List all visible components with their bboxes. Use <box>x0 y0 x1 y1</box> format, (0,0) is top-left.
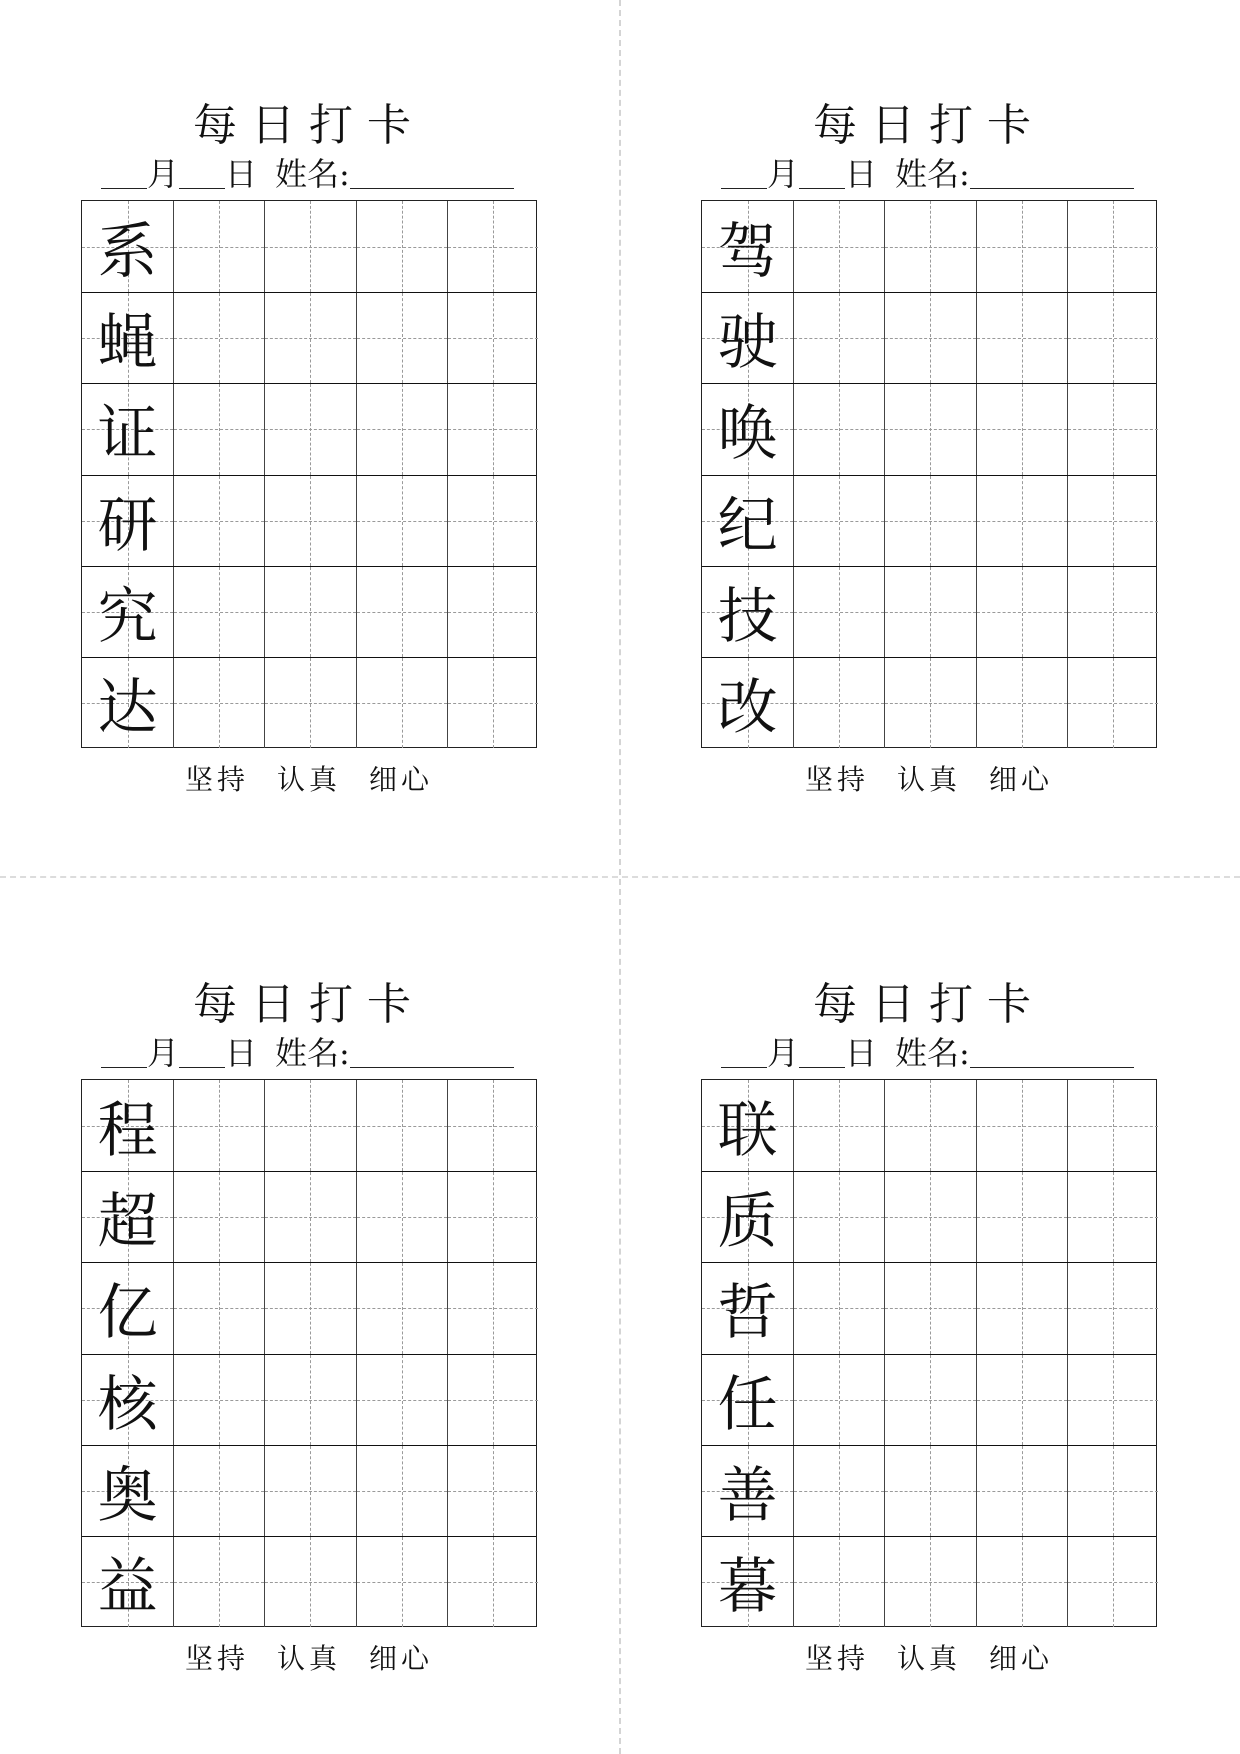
practice-cell[interactable] <box>1067 1446 1158 1536</box>
model-character-cell <box>82 1537 173 1627</box>
practice-grid <box>81 1079 537 1627</box>
practice-cell[interactable] <box>884 1263 975 1353</box>
practice-cell[interactable] <box>884 384 975 474</box>
day-label: 日 <box>225 155 258 193</box>
motto-footer <box>81 1641 537 1677</box>
practice-cell[interactable] <box>793 476 884 566</box>
practice-cell[interactable] <box>173 293 264 383</box>
motto-earnest: 认真 <box>276 1642 341 1675</box>
practice-cell[interactable] <box>976 293 1067 383</box>
practice-cell[interactable] <box>976 1355 1067 1445</box>
day-label: 日 <box>845 155 878 193</box>
model-character-cell <box>82 1446 173 1536</box>
motto-careful: 细心 <box>369 763 434 796</box>
practice-cell[interactable] <box>1067 1355 1158 1445</box>
practice-cell[interactable] <box>173 1080 264 1171</box>
practice-cell[interactable] <box>173 1355 264 1445</box>
practice-cell[interactable] <box>1067 1172 1158 1262</box>
grid-row <box>82 1536 536 1627</box>
grid-row <box>82 1080 536 1171</box>
practice-cell[interactable] <box>356 1446 447 1536</box>
practice-cell[interactable] <box>356 1263 447 1353</box>
model-character-cell <box>82 1080 173 1171</box>
date-name-line <box>101 154 537 194</box>
model-character-cell <box>82 1172 173 1262</box>
grid-row <box>702 475 1156 566</box>
card-title: 每日打卡 <box>813 979 1045 1030</box>
month-blank[interactable] <box>101 154 147 189</box>
model-character-cell <box>702 1355 793 1445</box>
practice-cell[interactable] <box>173 567 264 657</box>
practice-cell[interactable] <box>976 476 1067 566</box>
grid-row <box>702 383 1156 474</box>
grid-row <box>702 566 1156 657</box>
model-character: 益 <box>97 1552 158 1623</box>
practice-cell[interactable] <box>264 1263 355 1353</box>
practice-cell[interactable] <box>976 384 1067 474</box>
motto-footer <box>701 762 1157 798</box>
motto-careful: 细心 <box>989 763 1054 796</box>
model-character: 善 <box>717 1460 778 1531</box>
practice-grid <box>701 200 1157 748</box>
practice-cell[interactable] <box>793 1172 884 1262</box>
practice-cell[interactable] <box>264 293 355 383</box>
practice-cell[interactable] <box>793 201 884 292</box>
practice-cell[interactable] <box>976 201 1067 292</box>
motto-earnest: 认真 <box>276 763 341 796</box>
practice-cell[interactable] <box>173 384 264 474</box>
model-character-cell <box>82 384 173 474</box>
grid-row <box>82 383 536 474</box>
grid-row <box>702 1354 1156 1445</box>
practice-cell[interactable] <box>173 476 264 566</box>
grid-row <box>82 201 536 292</box>
practice-cell[interactable] <box>884 201 975 292</box>
practice-cell[interactable] <box>884 476 975 566</box>
name-blank[interactable] <box>970 1033 1134 1068</box>
date-name-line <box>101 1033 537 1073</box>
grid-row <box>82 475 536 566</box>
model-character: 奥 <box>97 1460 158 1531</box>
name-blank[interactable] <box>350 1033 514 1068</box>
model-character: 哲 <box>717 1278 778 1349</box>
date-name-line <box>721 1033 1157 1073</box>
model-character: 超 <box>97 1187 158 1258</box>
practice-cell[interactable] <box>1067 567 1158 657</box>
practice-cell[interactable] <box>264 1080 355 1171</box>
practice-cell[interactable] <box>793 1446 884 1536</box>
grid-row <box>82 1262 536 1353</box>
month-label: 月 <box>767 1034 800 1072</box>
practice-grid <box>81 200 537 748</box>
practice-cell[interactable] <box>793 1537 884 1627</box>
model-character: 核 <box>97 1369 158 1440</box>
model-character-cell <box>82 476 173 566</box>
name-label: 姓名: <box>275 1034 350 1072</box>
practice-cell[interactable] <box>1067 384 1158 474</box>
model-character-cell <box>702 201 793 292</box>
model-character-cell <box>702 293 793 383</box>
model-character-cell <box>82 201 173 292</box>
practice-cell[interactable] <box>447 658 538 748</box>
practice-cell[interactable] <box>976 658 1067 748</box>
motto-persist: 坚持 <box>184 1642 249 1675</box>
practice-cell[interactable] <box>793 658 884 748</box>
model-character-cell <box>702 476 793 566</box>
practice-cell[interactable] <box>264 1172 355 1262</box>
practice-cell[interactable] <box>447 567 538 657</box>
day-blank[interactable] <box>179 154 225 189</box>
motto-earnest: 认真 <box>896 1642 961 1675</box>
model-character-cell <box>702 1263 793 1353</box>
model-character: 唤 <box>717 399 778 470</box>
practice-cell[interactable] <box>356 384 447 474</box>
horizontal-cut-line <box>0 876 1240 878</box>
practice-cell[interactable] <box>793 293 884 383</box>
practice-cell[interactable] <box>884 1172 975 1262</box>
practice-cell[interactable] <box>976 1537 1067 1627</box>
month-label: 月 <box>147 155 180 193</box>
practice-cell[interactable] <box>264 384 355 474</box>
practice-cell[interactable] <box>356 1537 447 1627</box>
grid-row <box>82 657 536 748</box>
model-character: 暮 <box>717 1552 778 1623</box>
day-label: 日 <box>845 1034 878 1072</box>
model-character-cell <box>702 1446 793 1536</box>
practice-cell[interactable] <box>264 1537 355 1627</box>
motto-footer <box>701 1641 1157 1677</box>
model-character-cell <box>82 293 173 383</box>
practice-cell[interactable] <box>447 1537 538 1627</box>
practice-cell[interactable] <box>1067 1080 1158 1171</box>
practice-cell[interactable] <box>884 1355 975 1445</box>
practice-cell[interactable] <box>447 1263 538 1353</box>
practice-cell[interactable] <box>356 1080 447 1171</box>
practice-cell[interactable] <box>1067 1537 1158 1627</box>
practice-cell[interactable] <box>793 384 884 474</box>
name-blank[interactable] <box>970 154 1134 189</box>
grid-row <box>702 1262 1156 1353</box>
practice-cell[interactable] <box>447 1172 538 1262</box>
card-title: 每日打卡 <box>813 100 1045 151</box>
grid-row <box>702 1171 1156 1262</box>
practice-cell[interactable] <box>173 1263 264 1353</box>
model-character-cell <box>702 567 793 657</box>
motto-careful: 细心 <box>989 1642 1054 1675</box>
motto-footer <box>81 762 537 798</box>
practice-cell[interactable] <box>976 1263 1067 1353</box>
practice-cell[interactable] <box>356 476 447 566</box>
card-title: 每日打卡 <box>193 979 425 1030</box>
model-character: 究 <box>97 581 158 652</box>
practice-cell[interactable] <box>793 1355 884 1445</box>
practice-cell[interactable] <box>884 658 975 748</box>
model-character: 证 <box>97 399 158 470</box>
model-character: 蝇 <box>97 308 158 379</box>
model-character-cell <box>702 384 793 474</box>
day-blank[interactable] <box>799 154 845 189</box>
model-character: 驾 <box>717 216 778 287</box>
practice-cell[interactable] <box>793 567 884 657</box>
date-name-line <box>721 154 1157 194</box>
month-blank[interactable] <box>101 1033 147 1068</box>
motto-earnest: 认真 <box>896 763 961 796</box>
practice-cell[interactable] <box>356 1355 447 1445</box>
practice-cell[interactable] <box>264 1355 355 1445</box>
practice-cell[interactable] <box>356 658 447 748</box>
grid-row <box>702 201 1156 292</box>
practice-cell[interactable] <box>1067 658 1158 748</box>
model-character: 系 <box>97 216 158 287</box>
practice-cell[interactable] <box>173 201 264 292</box>
day-label: 日 <box>225 1034 258 1072</box>
model-character: 驶 <box>717 308 778 379</box>
grid-row <box>82 1445 536 1536</box>
grid-row <box>702 657 1156 748</box>
practice-cell[interactable] <box>173 1172 264 1262</box>
name-blank[interactable] <box>350 154 514 189</box>
practice-cell[interactable] <box>447 1080 538 1171</box>
practice-cell[interactable] <box>447 1446 538 1536</box>
model-character: 达 <box>97 673 158 744</box>
month-label: 月 <box>147 1034 180 1072</box>
practice-cell[interactable] <box>793 1263 884 1353</box>
practice-cell[interactable] <box>356 567 447 657</box>
name-label: 姓名: <box>895 1034 970 1072</box>
practice-cell[interactable] <box>1067 293 1158 383</box>
grid-row <box>82 292 536 383</box>
grid-row <box>702 292 1156 383</box>
model-character-cell <box>702 658 793 748</box>
model-character: 亿 <box>97 1278 158 1349</box>
motto-persist: 坚持 <box>184 763 249 796</box>
practice-cell[interactable] <box>356 1172 447 1262</box>
practice-cell[interactable] <box>976 1080 1067 1171</box>
model-character: 研 <box>97 490 158 561</box>
practice-cell[interactable] <box>447 476 538 566</box>
grid-row <box>702 1445 1156 1536</box>
practice-cell[interactable] <box>173 658 264 748</box>
model-character: 技 <box>717 581 778 652</box>
practice-cell[interactable] <box>884 1537 975 1627</box>
day-blank[interactable] <box>799 1033 845 1068</box>
model-character-cell <box>82 1263 173 1353</box>
model-character: 改 <box>717 673 778 744</box>
grid-row <box>702 1536 1156 1627</box>
practice-cell[interactable] <box>976 1172 1067 1262</box>
practice-cell[interactable] <box>447 201 538 292</box>
model-character: 任 <box>717 1369 778 1440</box>
month-label: 月 <box>767 155 800 193</box>
model-character-cell <box>82 1355 173 1445</box>
day-blank[interactable] <box>179 1033 225 1068</box>
grid-row <box>702 1080 1156 1171</box>
name-label: 姓名: <box>895 155 970 193</box>
card-title: 每日打卡 <box>193 100 425 151</box>
practice-cell[interactable] <box>447 293 538 383</box>
model-character-cell <box>702 1080 793 1171</box>
model-character: 程 <box>97 1095 158 1166</box>
month-blank[interactable] <box>721 154 767 189</box>
practice-grid <box>701 1079 1157 1627</box>
motto-persist: 坚持 <box>804 1642 869 1675</box>
model-character: 质 <box>717 1187 778 1258</box>
practice-cell[interactable] <box>884 1446 975 1536</box>
motto-careful: 细心 <box>369 1642 434 1675</box>
practice-cell[interactable] <box>976 1446 1067 1536</box>
practice-cell[interactable] <box>884 567 975 657</box>
model-character: 联 <box>717 1095 778 1166</box>
practice-cell[interactable] <box>884 293 975 383</box>
month-blank[interactable] <box>721 1033 767 1068</box>
practice-cell[interactable] <box>1067 476 1158 566</box>
practice-cell[interactable] <box>264 1446 355 1536</box>
model-character-cell <box>82 658 173 748</box>
grid-row <box>82 566 536 657</box>
model-character: 纪 <box>717 490 778 561</box>
practice-cell[interactable] <box>884 1080 975 1171</box>
practice-cell[interactable] <box>356 201 447 292</box>
model-character-cell <box>702 1172 793 1262</box>
practice-cell[interactable] <box>356 293 447 383</box>
grid-row <box>82 1171 536 1262</box>
practice-cell[interactable] <box>264 201 355 292</box>
practice-cell[interactable] <box>447 1355 538 1445</box>
practice-cell[interactable] <box>264 476 355 566</box>
grid-row <box>82 1354 536 1445</box>
model-character-cell <box>82 567 173 657</box>
practice-cell[interactable] <box>264 567 355 657</box>
motto-persist: 坚持 <box>804 763 869 796</box>
practice-cell[interactable] <box>793 1080 884 1171</box>
practice-cell[interactable] <box>173 1446 264 1536</box>
practice-cell[interactable] <box>1067 1263 1158 1353</box>
practice-cell[interactable] <box>173 1537 264 1627</box>
practice-cell[interactable] <box>447 384 538 474</box>
model-character-cell <box>702 1537 793 1627</box>
practice-cell[interactable] <box>1067 201 1158 292</box>
practice-cell[interactable] <box>976 567 1067 657</box>
practice-cell[interactable] <box>264 658 355 748</box>
name-label: 姓名: <box>275 155 350 193</box>
